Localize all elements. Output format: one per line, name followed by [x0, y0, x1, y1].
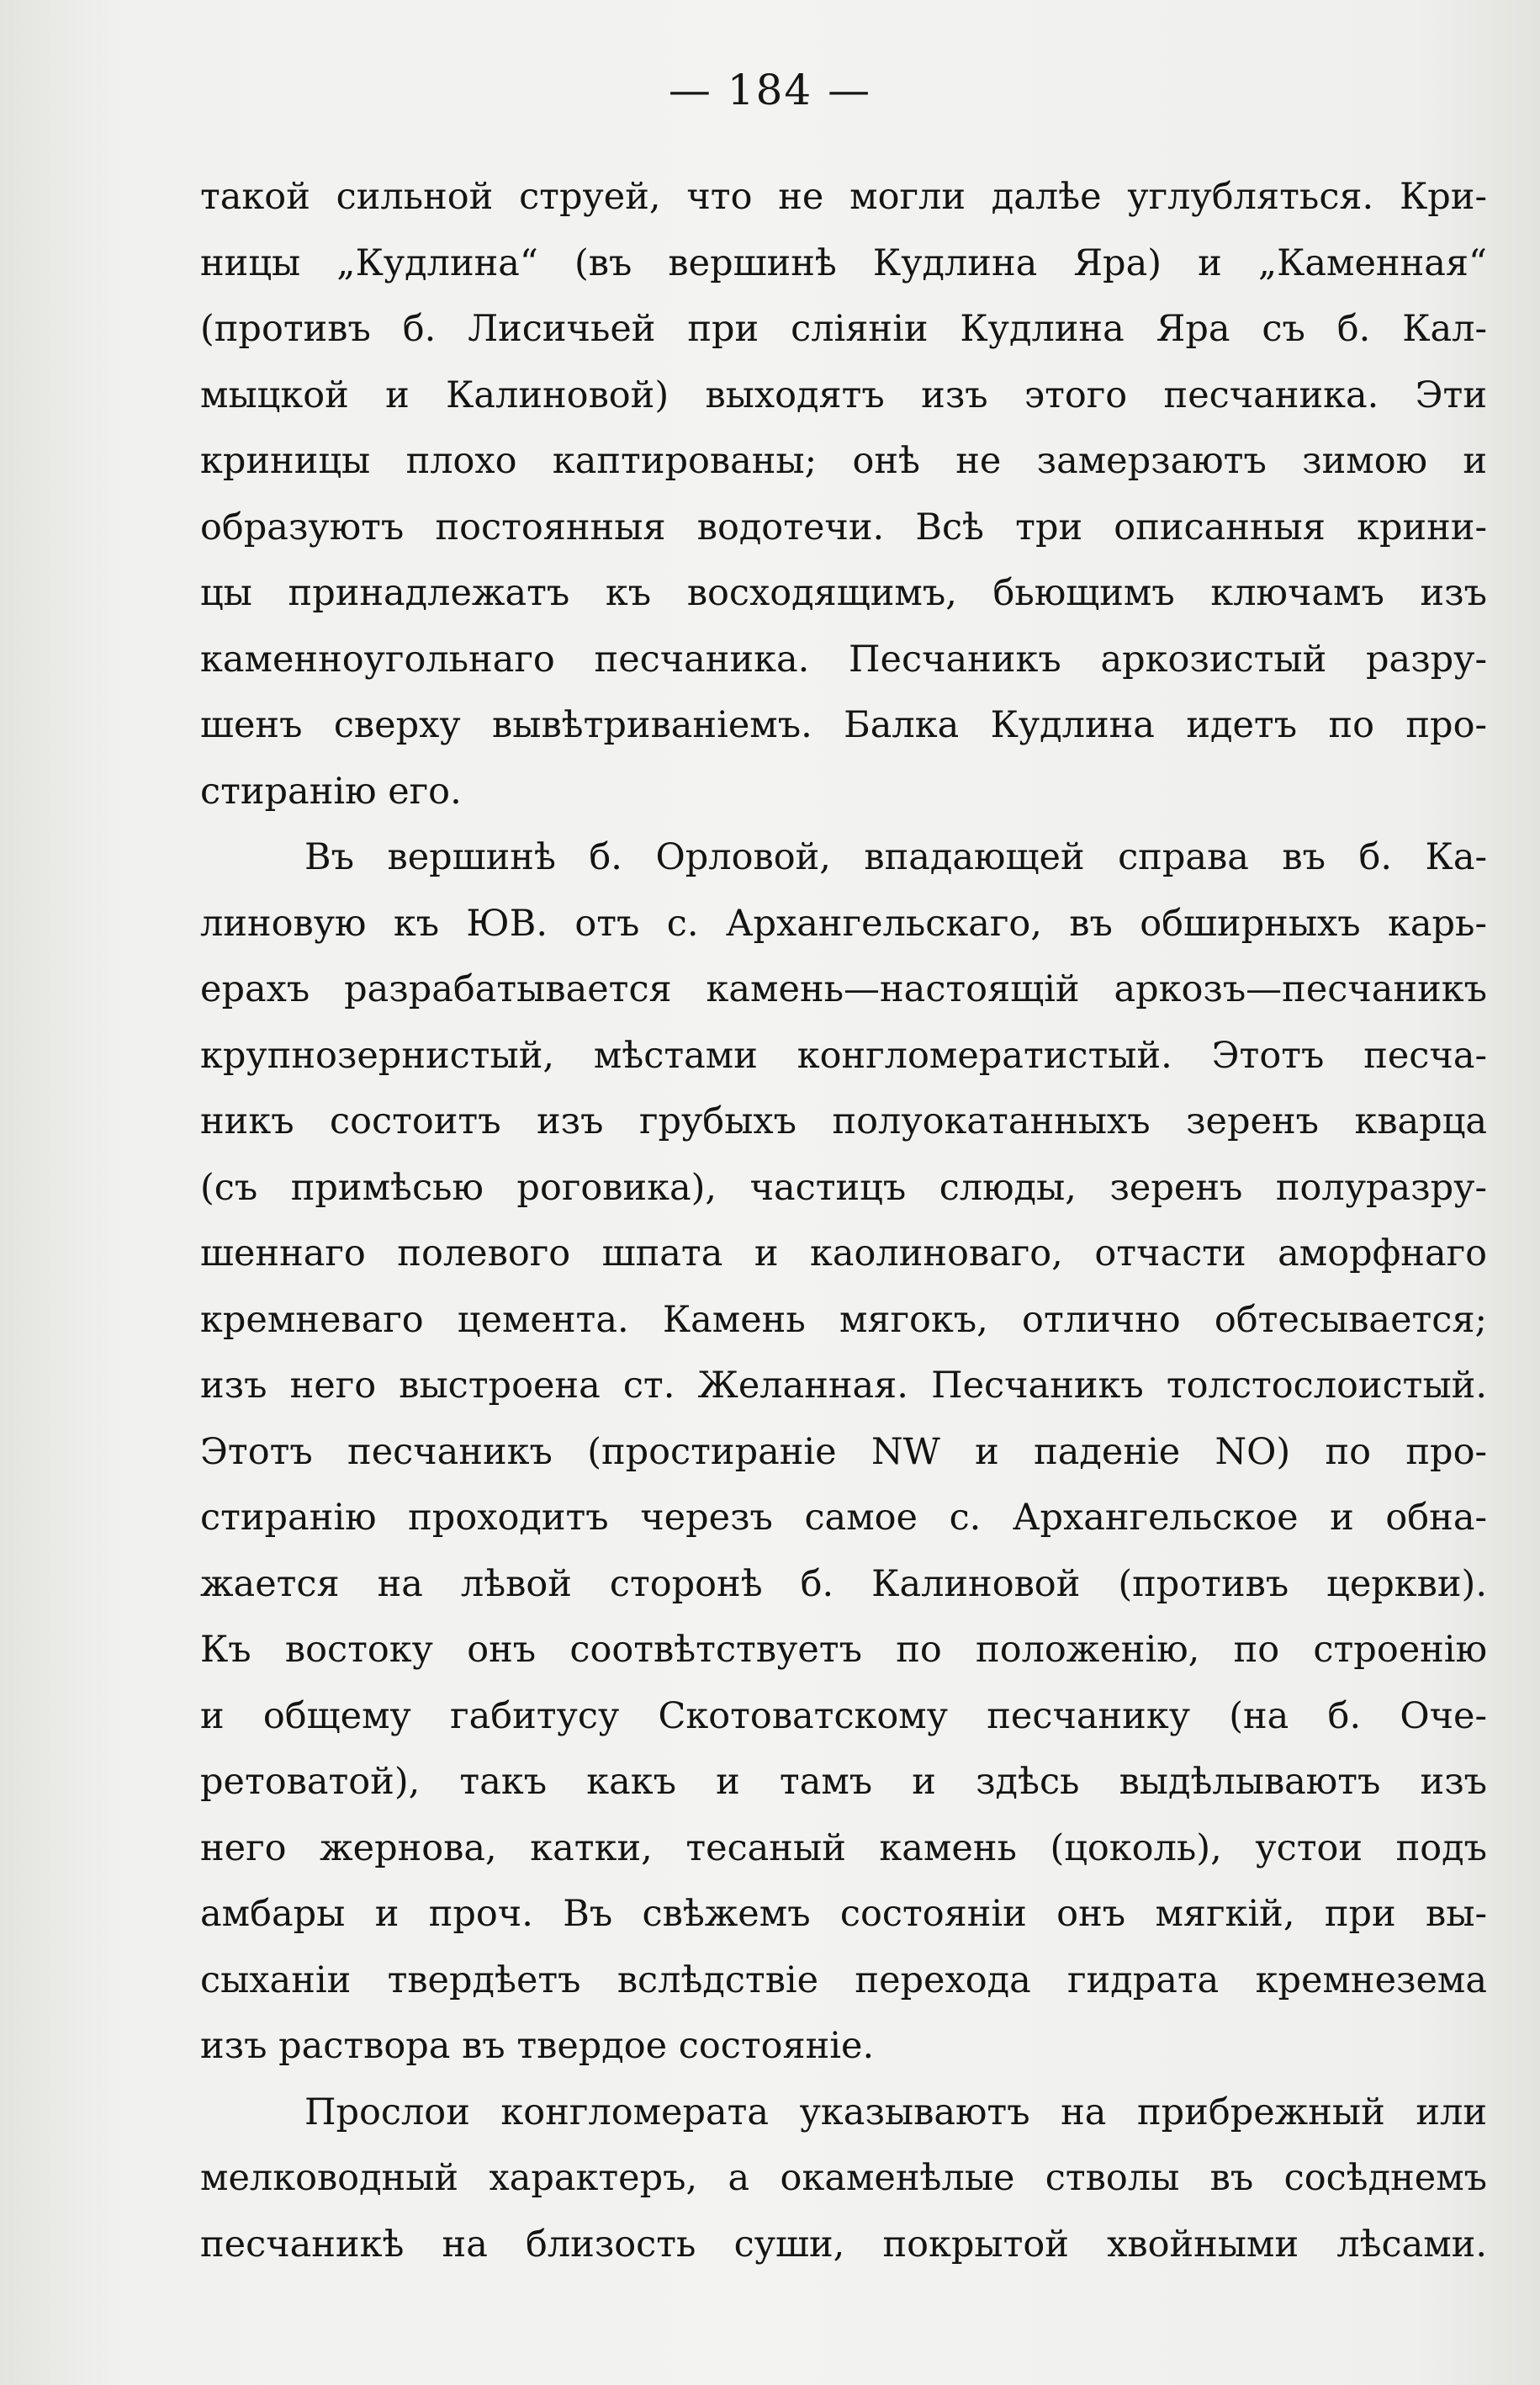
text-line: такой сильной струей, что не могли далѣе углубляться. Кри-	[200, 176, 1487, 218]
text-line: жается на лѣвой сторонѣ б. Калиновой (противъ церкви).	[200, 1562, 1487, 1605]
text-line: него жернова, катки, тесаный камень (цоколь), устои подъ	[200, 1826, 1487, 1869]
text-line: Къ востоку онъ соотвѣтствуетъ по положенію, по строенію	[200, 1629, 1487, 1671]
paragraph-3	[200, 2080, 1487, 2278]
text-line: кремневаго цемента. Камень мягокъ, отлично обтесывается;	[200, 1298, 1487, 1341]
text-line: крупнозернистый, мѣстами конгломератистый. Этотъ песча-	[200, 1034, 1487, 1077]
text-line: амбары и проч. Въ свѣжемъ состояніи онъ мягкій, при вы-	[200, 1893, 1487, 1935]
text-line: сыханіи твердѣетъ вслѣдствіе перехода гидрата кремнезема	[200, 1958, 1487, 2001]
text-line: Прослои конгломерата указываютъ на прибрежный или	[304, 2091, 1487, 2133]
text-line: образуютъ постоянныя водотечи. Всѣ три описанныя крини-	[200, 506, 1487, 549]
paragraph-2	[200, 824, 1487, 2080]
text-line: никъ состоитъ изъ грубыхъ полуокатанныхъ зеренъ кварца	[200, 1100, 1487, 1142]
text-line: песчаникѣ на близость суши, покрытой хвойными лѣсами.	[200, 2223, 1487, 2266]
text-line: Въ вершинѣ б. Орловой, впадающей справа въ б. Ка-	[304, 836, 1487, 878]
text-line: ретоватой), такъ какъ и тамъ и здѣсь выдѣлываютъ изъ	[200, 1761, 1487, 1803]
body-text	[200, 164, 1487, 2277]
text-line: шенъ сверху вывѣтриваніемъ. Балка Кудлина идетъ по про-	[200, 704, 1487, 746]
text-line: изъ него выстроена ст. Желанная. Песчаникъ толстослоистый.	[200, 1365, 1487, 1407]
text-line: (съ примѣсью роговика), частицъ слюды, зеренъ полуразру-	[200, 1166, 1487, 1209]
text-line: линовую къ ЮВ. отъ с. Архангельскаго, въ обширныхъ карь-	[200, 902, 1487, 945]
text-line: Этотъ песчаникъ (простираніе NW и паденіе NO) по про-	[200, 1430, 1487, 1473]
text-line: шеннаго полевого шпата и каолиноваго, отчасти аморфнаго	[200, 1232, 1487, 1275]
text-line: ницы „Кудлина“ (въ вершинѣ Кудлина Яра) и „Каменная“	[200, 241, 1487, 284]
text-line: изъ раствора въ твердое состояніе.	[200, 2025, 875, 2067]
paragraph-1	[200, 164, 1487, 824]
text-line: мыцкой и Калиновой) выходятъ изъ этого песчаника. Эти	[200, 374, 1487, 416]
text-line: ерахъ разрабатывается камень—настоящій аркозъ—песчаникъ	[200, 968, 1487, 1010]
text-line: и общему габитусу Скотоватскому песчанику (на б. Оче-	[200, 1694, 1487, 1737]
text-line: каменноугольнаго песчаника. Песчаникъ аркозистый разру-	[200, 638, 1487, 681]
text-line: стиранію его.	[200, 770, 462, 813]
text-line: мелководный характеръ, а окаменѣлые стволы въ сосѣднемъ	[200, 2157, 1487, 2199]
text-line: цы принадлежатъ къ восходящимъ, бьющимъ ключамъ изъ	[200, 572, 1487, 614]
text-line: (противъ б. Лисичьей при сліяніи Кудлина Яра съ б. Кал-	[200, 308, 1487, 350]
page-number: — 184 —	[668, 66, 872, 114]
text-line: стиранію проходитъ черезъ самое с. Архангельское и обна-	[200, 1497, 1487, 1539]
text-line: криницы плохо каптированы; онѣ не замерзаютъ зимою и	[200, 440, 1487, 482]
